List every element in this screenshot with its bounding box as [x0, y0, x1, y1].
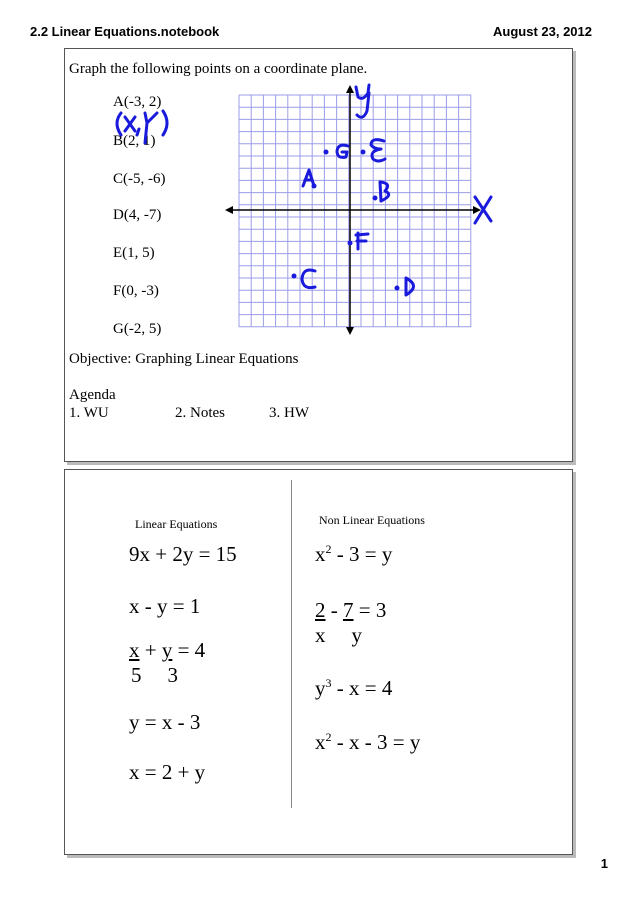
agenda-item-hw: 3. HW: [269, 405, 309, 421]
point-d: D(4, -7): [113, 207, 162, 223]
linear-eq-5: x = 2 + y: [129, 760, 206, 784]
point-c: C(-5, -6): [113, 171, 166, 187]
dot-d: [395, 286, 400, 291]
point-g: G(-2, 5): [113, 321, 162, 337]
agenda-item-notes: 2. Notes: [175, 405, 225, 421]
y-axis-arrow-up: [346, 85, 354, 93]
linear-eq-1: 9x + 2y = 15: [129, 542, 237, 566]
slide-equations: [64, 469, 573, 855]
notebook-title: 2.2 Linear Equations.notebook: [30, 24, 220, 39]
linear-eq-3: x + y = 4: [129, 638, 206, 662]
linear-heading: Linear Equations: [135, 517, 218, 531]
y-axis-handwriting: [356, 85, 369, 117]
column-divider: [291, 480, 292, 808]
dot-e: [361, 150, 366, 155]
agenda-title: Agenda: [69, 387, 116, 403]
y-axis-arrow-down: [346, 327, 354, 335]
point-e: E(1, 5): [113, 245, 155, 261]
linear-eq-3-denominator: 5 3: [131, 663, 178, 687]
ordered-pair-handwriting: [117, 111, 167, 143]
dot-f: [348, 241, 353, 246]
point-f: F(0, -3): [113, 283, 159, 299]
grid-lines: [239, 95, 471, 327]
nonlinear-eq-1: $x^2 - 3 = y$: [315, 542, 393, 566]
agenda-item-wu: 1. WU: [69, 405, 109, 421]
x-axis-arrow-left: [225, 206, 233, 214]
label-b: [380, 182, 389, 201]
page-number: 1: [600, 856, 608, 871]
slide-warmup: [64, 48, 573, 462]
nonlinear-eq-4: $x^2 - x - 3 = y$: [315, 730, 421, 754]
label-f: [356, 233, 368, 249]
nonlinear-eq-2: 2 - 7 = 3: [315, 598, 387, 622]
point-b: B(2, 1): [113, 133, 156, 149]
header-date: August 23, 2012: [493, 24, 592, 39]
linear-eq-2: x - y = 1: [129, 594, 201, 618]
objective-text: Objective: Graphing Linear Equations: [69, 351, 299, 367]
nonlinear-eq-2-denominator: x y: [315, 623, 362, 647]
dot-c: [292, 274, 297, 279]
instruction-text: Graph the following points on a coordinate plane.: [69, 61, 368, 77]
coordinate-plane: [65, 49, 572, 349]
label-c: [302, 270, 315, 288]
point-a: A(-3, 2): [113, 94, 162, 110]
nonlinear-heading: Non Linear Equations: [319, 513, 425, 527]
dot-g: [324, 150, 329, 155]
linear-eq-4: y = x - 3: [129, 710, 201, 734]
nonlinear-eq-3: $y^3 - x = 4$: [315, 676, 393, 700]
dot-b: [373, 196, 378, 201]
